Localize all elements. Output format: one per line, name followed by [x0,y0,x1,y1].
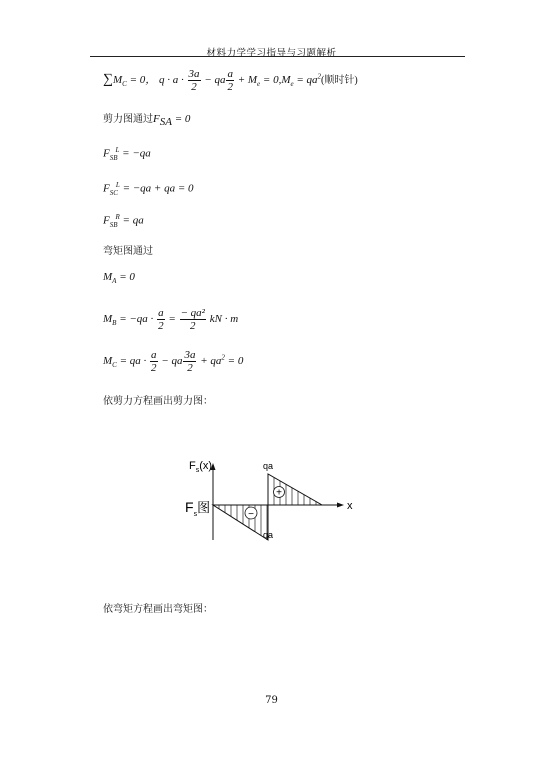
running-header: 材料力学学习指导与习题解析 [206,48,337,59]
y-axis-label: $F_s(x)$ [189,460,213,474]
top-value-label: qa [263,461,274,471]
fraction-a-over-2: $\frac{a}{2}$ [151,349,157,374]
fraction-neg-qa2-over-2: $\frac{\text{− qa²}}{2}$ [180,307,205,332]
shear-intro-line: 剪力图通过$F_{SA} = 0$ [103,113,191,128]
fraction-a-over-2: $\frac{a}{2}$ [227,68,233,93]
chart-label: $F_s$图 [185,499,211,518]
fraction-a-over-2: $\frac{a}{2}$ [158,307,164,332]
page-number: 79 [265,695,278,706]
x-axis-label: x [347,500,353,512]
shear-sb-right-equation: $F_{SB}^R$ = qa [103,213,144,229]
negative-sign: − [248,509,254,520]
negative-hatch [219,505,267,545]
bottom-value-label: qa [263,530,274,540]
x-axis-arrow [337,503,344,508]
moment-intro-line: 弯矩图通过 [103,246,153,257]
fraction-3a-over-2: $\frac{3a}{2}$ [188,68,200,93]
shear-sc-left-equation: $F_{SC}^L = -qa$ + qa = 0 [103,181,194,197]
shear-sb-left-equation: $F_{SB}^L = -qa$ [103,146,151,162]
shear-diagram-caption: 依剪力方程画出剪力图： [103,396,213,407]
moment-diagram-caption: 依弯矩方程画出弯矩图： [103,604,213,615]
positive-sign: + [276,487,282,499]
moment-c-equation: $M_C$ = qa · $\frac{a}{2}$ − qa $\frac{3a}{2}$ + $qa^2 = 0$ [103,349,244,374]
moment-equilibrium-equation: $\sum M_C = 0$， q · a · $\frac{3a}{2}$ − qa $\frac{a}{2}$ + $M_e = 0,M_e = qa^2$(顺时针) [103,68,358,93]
moment-a-equation: $M_A = 0$ [103,271,135,286]
fraction-3a-over-2: $\frac{3a}{2}$ [184,349,196,374]
negative-region [213,505,268,540]
moment-b-equation: $M_B = -qa$ · $\frac{a}{2}$ = $\frac{\text{− qa²}}{2}$ kN · m [103,307,239,332]
